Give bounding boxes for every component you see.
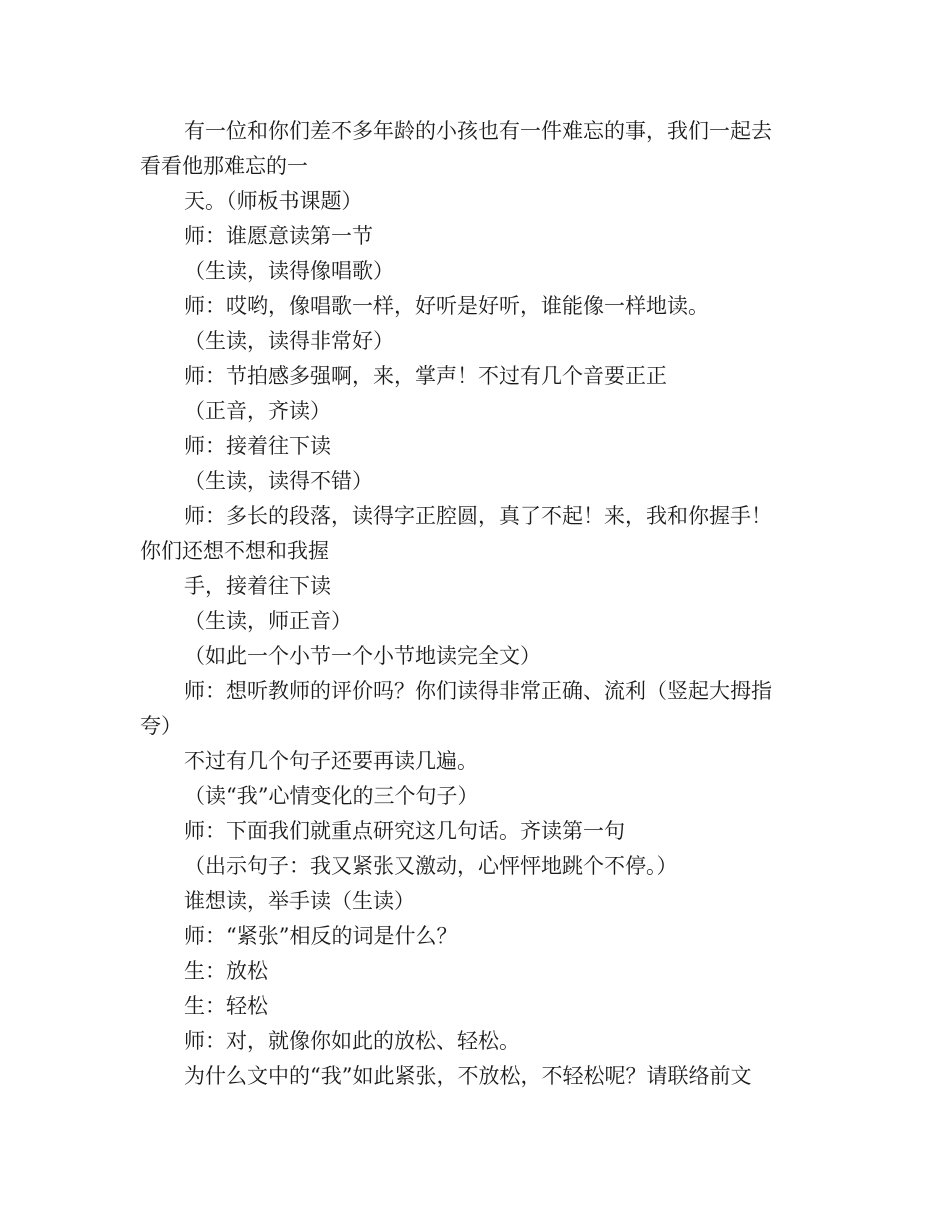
text-line: 生：放松 [184,959,268,983]
text-line: 谁想读，举手读（生读） [184,889,415,913]
text-line: 生：轻松 [184,994,268,1018]
text-line: 看看他那难忘的一 [140,154,308,178]
text-line: 天。（师板书课题） [184,189,363,213]
text-line: 你们还想不想和我握 [140,539,329,563]
text-line: 师：谁愿意读第一节 [184,224,373,248]
text-line: 师：想听教师的评价吗？你们读得非常正确、流利（竖起大拇指 [184,679,772,703]
text-line: （生读，读得像唱歌） [184,259,394,283]
text-line: 师：下面我们就重点研究这几句话。齐读第一句 [184,819,625,843]
text-line: （生读，读得不错） [184,469,373,493]
text-line: （生读，师正音） [184,609,352,633]
text-line: 手，接着往下读 [184,574,331,598]
text-line: 师：“紧张”相反的词是什么？ [184,924,458,948]
text-line: 不过有几个句子还要再读几遍。 [184,749,478,773]
text-line: （读“我”心情变化的三个句子） [184,784,479,808]
text-line: 夸） [140,714,182,738]
text-line: （出示句子：我又紧张又激动，心怦怦地跳个不停。） [184,854,678,878]
text-line: 师：多长的段落，读得字正腔圆，真了不起！来，我和你握手！ [184,504,772,528]
text-line: 为什么文中的“我”如此紧张，不放松，不轻松呢？请联络前文 [184,1064,752,1088]
text-line: 有一位和你们差不多年龄的小孩也有一件难忘的事，我们一起去 [184,119,772,143]
text-line: 师：节拍感多强啊，来，掌声！不过有几个音要正正 [184,364,667,388]
text-line: （正音，齐读） [184,399,331,423]
text-line: 师：哎哟，像唱歌一样，好听是好听，谁能像一样地读。 [184,294,709,318]
text-line: 师：接着往下读 [184,434,331,458]
text-line: 师：对，就像你如此的放松、轻松。 [184,1029,520,1053]
text-line: （如此一个小节一个小节地读完全文） [184,644,541,668]
text-line: （生读，读得非常好） [184,329,394,353]
